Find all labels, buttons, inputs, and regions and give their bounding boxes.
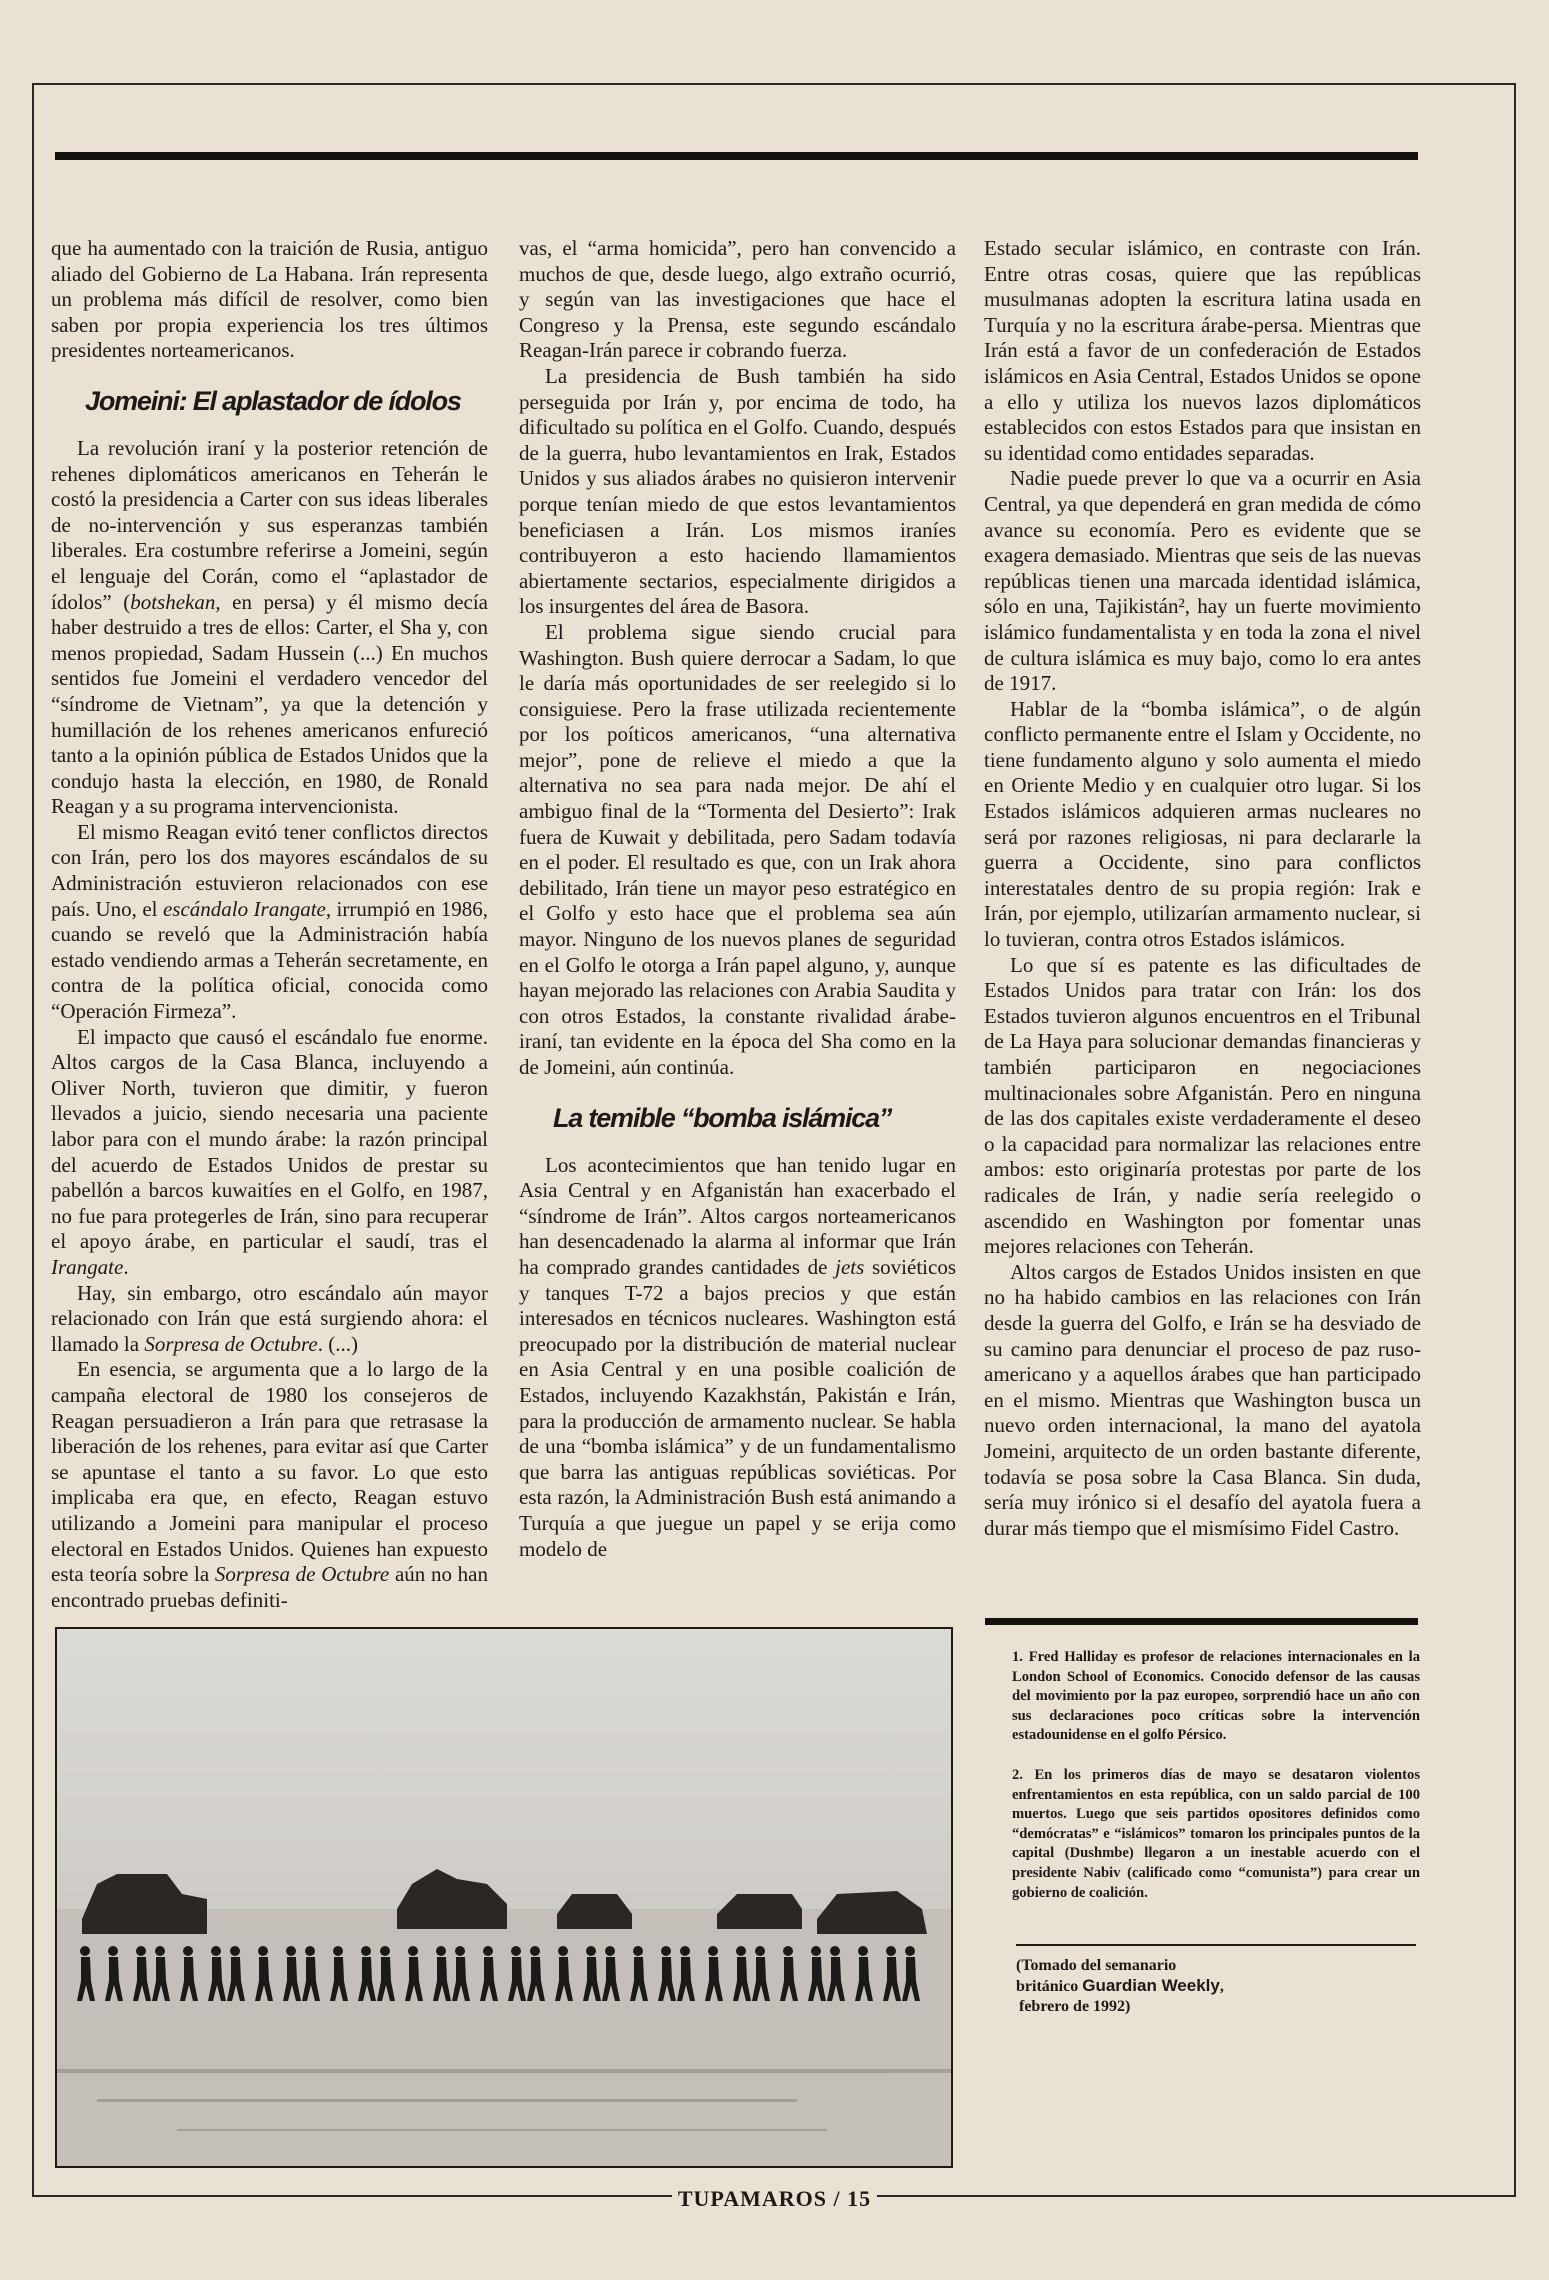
text-run: Lo que sí es patente es las dificultades de Estados Unidos para tratar con Irán: los dos Estados tuvieron algunos encuentros en el Tribunal de La Haya para solucionar demandas financieras y también participaron en negociaciones multinacionales sobre Afganistán. Pero en ninguna de las dos capitales existe verdaderamente el deseo o la capacidad para normalizar las relaciones entre ambos: esto originaría protestas por parte de los radicales de Irán, y nadie sería reelegido o ascendido en Washington por fomentar unas mejores relaciones con Teherán. bbox=[984, 952, 1421, 1259]
source-credit bbox=[1016, 1956, 1224, 2017]
text-run: soviéticos y tanques T-72 a bajos precios y que están interesados en técnicos nucleares. Washington está preocupado por la distribución de material nuclear en Asia Central y en una posible coalición de Estados, incluyendo Kazakhstán, Pakistán e Irán, para la producción de armamento nuclear. Se habla de una “bomba islámica” y de un fundamentalismo que barra las antiguas repúblicas soviéticas. Por esta razón, la Administración Bush está animando a Turquía a que juegue un papel y se erija como modelo de bbox=[519, 1254, 957, 1561]
text-run: Hablar de la “bomba islámica”, o de algún conflicto permanente entre el Islam y Occidente, no tiene fundamento alguno y solo aumenta el miedo en Oriente Medio y en cualquier otro lugar. Si los Estados islámicos adquieren armas nucleares no será por razones religiosas, ni para declararle la guerra a Occidente, sino para conflictos interestatales dentro de su propia región: Irak e Irán, por ejemplo, utilizarían armamento nuclear, si lo tuvieran, contra otros Estados islámicos. bbox=[984, 696, 1421, 952]
section-heading-bomba: La temible “bomba islámica” bbox=[553, 1102, 892, 1133]
paragraph bbox=[51, 820, 488, 1025]
italic-text-run: escándalo Irangate bbox=[162, 896, 326, 921]
section-heading-jomeini: Jomeini: El aplastador de ídolos bbox=[85, 385, 461, 416]
footnote-number: 1. bbox=[1012, 1649, 1023, 1665]
desert-troops-photo bbox=[55, 1627, 953, 2168]
text-run: que ha aumentado con la traición de Rusia, antiguo aliado del Gobierno de La Habana. Irán representa un problema más difícil de resolver, como bien saben por propia experiencia los tres últimos presidentes norteamericanos. bbox=[51, 236, 488, 363]
text-run: Los acontecimientos que han tenido lugar en Asia Central y en Afganistán han exacerbado el “síndrome de Irán”. Altos cargos norteamericanos han desencadenado la alarma al informar que Irán ha comprado grandes cantidades de bbox=[519, 1152, 956, 1279]
source-text: británico bbox=[1016, 1978, 1083, 1995]
top-rule bbox=[55, 152, 1418, 160]
text-run: Hay, sin embargo, otro escándalo aún mayor relacionado con Irán que está surgiendo ahora: el llamado la bbox=[51, 1280, 488, 1356]
text-run: La revolución iraní y la posterior retención de rehenes diplomáticos americanos en Teherán le costó la presidencia a Carter con sus ideas liberales de no-intervención y sus esperanzas también liberales. Era costumbre referirse a Jomeini, según el lenguaje del Corán, como el “aplastador de ídolos” ( bbox=[51, 435, 488, 614]
text-run: La presidencia de Bush también ha sido perseguida por Irán y, por encima de todo, ha dificultado su política en el Golfo. Cuando, después de la guerra, hubo levantamientos en Irak, Estados Unidos y sus aliados árabes no quisieron intervenir porque tenían miedo de que estos levantamientos beneficiasen a Irán. Los mismos iraníes contribuyeron a esto haciendo llamamientos abiertamente sectarios, especialmente dirigidos a los insurgentes del área de Basora. bbox=[519, 363, 956, 619]
text-run: , en persa) y él mismo decía haber destruido a tres de ellos: Carter, el Sha y, con menos propiedad, Sadam Hussein (...) En muchos sentidos fue Jomeini el verdadero vencedor del “síndrome de Vietnam”, ya que la detención y humillación de los rehenes americanos enfureció tanto a la opinión pública de Estados Unidos que la condujo hasta la elección, en 1980, de Ronald Reagan y a su programa intervencionista. bbox=[51, 589, 489, 819]
notes-rule bbox=[985, 1618, 1418, 1625]
text-run: Nadie puede prever lo que va a ocurrir en Asia Central, ya que dependerá en gran medida de cómo avance su economía. Pero es evidente que se exagera demasiado. Mientras que seis de las nuevas repúblicas tienen una marcada identidad islámica, sólo en una, Tajikistán², hay un fuerte movimiento islámico fundamentalista y en toda la zona el nivel de cultura islámica es muy bajo, como lo era antes de 1917. bbox=[984, 466, 1421, 696]
text-run: . (...) bbox=[317, 1331, 358, 1356]
photo-image bbox=[57, 1629, 953, 2168]
text-run: . bbox=[123, 1254, 129, 1279]
text-run: Estado secular islámico, en contraste con Irán. Entre otras cosas, quiere que las repúblicas musulmanas adopten la escritura latina usada en Turquía y no la escritura árabe-persa. Mientras que Irán está a favor de un confederación de Estados islámicos en Asia Central, Estados Unidos se opone a ello y utiliza los nuevos lazos diplomáticos establecidos con estos Estados para que insistan en su identidad como entidades separadas. bbox=[984, 236, 1421, 465]
paragraph bbox=[519, 620, 956, 1081]
text-run: Altos cargos de Estados Unidos insisten en que no ha habido cambios en las relaciones con Irán desde la guerra del Golfo, e Irán se ha desviado de su camino para denunciar el proceso de paz ruso-americano y a aquellos árabes que han participado en el mismo. Mientras que Washington busca un nuevo orden internacional, la mano del ayatola Jomeini, arquitecto de un orden bastante diferente, todavía se posa sobre la Casa Blanca. Sin duda, sería muy irónico si el desafío del ayatola fuera a durar más tiempo que el mismísimo Fidel Castro. bbox=[984, 1259, 1421, 1540]
footnote-text: Fred Halliday es profesor de relaciones internacionales en la London School of Economics. Conocido defensor de las causas del movimiento por la paz europeo, sorprendió hace un año con sus declaraciones poco críticas sobre la intervención estadounidense en el golfo Pérsico. bbox=[1012, 1649, 1420, 1744]
paragraph bbox=[984, 466, 1421, 696]
text-run: vas, el “arma homicida”, pero han convencido a muchos de que, desde luego, algo extraño ocurrió, y según van las investigaciones que hace el Congreso y la Prensa, este segundo escándalo Reagan-Irán parece ir cobrando fuerza. bbox=[519, 236, 956, 363]
footnote-2 bbox=[1012, 1766, 1420, 1903]
footnote-text: En los primeros días de mayo se desataron violentos enfrentamientos en esta república, con un saldo parcial de 100 muertos. Luego que seis partidos opositores definidos como “demócratas” e “islámicos” tomaron los principales puntos de la capital (Dushmbe) llegaron a un inestable acuerdo con el presidente Nabiv (calificado como “comunista”) para crear un gobierno de coalición. bbox=[1012, 1766, 1420, 1901]
source-text: , bbox=[1219, 1978, 1224, 1995]
italic-text-run: Sorpresa de Octubre bbox=[144, 1331, 318, 1356]
paragraph bbox=[984, 697, 1421, 953]
article-column-2 bbox=[519, 236, 956, 1562]
paragraph bbox=[51, 236, 488, 364]
paragraph bbox=[984, 236, 1421, 466]
paragraph bbox=[519, 1153, 956, 1563]
footnote-number: 2. bbox=[1012, 1766, 1023, 1783]
source-line: (Tomado del semanario bbox=[1016, 1957, 1177, 1974]
paragraph bbox=[51, 1281, 488, 1358]
publication-name: Guardian Weekly bbox=[1082, 1976, 1220, 1995]
paragraph bbox=[519, 364, 956, 620]
source-line bbox=[1016, 1976, 1224, 1997]
italic-text-run: Irangate bbox=[51, 1254, 124, 1279]
italic-text-run: botshekan bbox=[130, 589, 216, 614]
footnote-1 bbox=[1012, 1648, 1420, 1746]
source-line: febrero de 1992) bbox=[1019, 1998, 1131, 2015]
paragraph bbox=[51, 436, 488, 820]
page-footer bbox=[0, 2186, 1549, 2212]
text-run: El problema sigue siendo crucial para Washington. Bush quiere derrocar a Sadam, lo que le daría más oportunidades de ser reelegido si lo consiguiese. Pero la frase utilizada recientemente por los poíticos americanos, “una alternativa mejor”, pone de relieve el miedo a que la alternativa no sea para nada mejor. De ahí el ambiguo final de la “Tormenta del Desierto”: Irak fuera de Kuwait y debilitada, pero Sadam todavía en el poder. El resultado es que, con un Irak ahora debilitado, Irán tiene un mayor peso estratégico en el Golfo y esto hace que el problema sea aún mayor. Ninguno de los nuevos planes de seguridad en el Golfo le otorga a Irán papel alguno, y, aunque hayan mejorado las relaciones con Arabia Saudita y con otros Estados, la constante rivalidad árabe-iraní, tan evidente en la época del Sha como en la de Jomeini, aún continúa. bbox=[519, 619, 956, 1079]
source-rule bbox=[1016, 1944, 1416, 1946]
paragraph bbox=[51, 1357, 488, 1613]
italic-text-run: Sorpresa de Octubre bbox=[214, 1562, 390, 1587]
article-column-1 bbox=[51, 236, 488, 1613]
paragraph bbox=[984, 953, 1421, 1260]
text-run: En esencia, se argumenta que a lo largo de la campaña electoral de 1980 los consejeros de Reagan persuadieron a Irán para que retrasase la liberación de los rehenes, para evitar así que Carter se apuntase el tanto a su favor. Lo que esto implicaba era que, en efecto, Reagan estuvo utilizando a Jomeini para manipular el proceso electoral en Estados Unidos. Quienes han expuesto esta teoría sobre la bbox=[51, 1357, 488, 1587]
article-column-3 bbox=[984, 236, 1421, 1541]
text-run: El impacto que causó el escándalo fue enorme. Altos cargos de la Casa Blanca, incluyendo a Oliver North, tuvieron que dimitir, y fueron llevados a juicio, siendo necesaria una paciente labor para con el mundo árabe: la razón principal del acuerdo de Estados Unidos de prestar su pabellón a barcos kuwaitíes en el Golfo, en 1987, no fue para protegerles de Irán, sino para recuperar el apoyo árabe, en particular el saudí, tras el bbox=[51, 1024, 488, 1254]
footnotes bbox=[1012, 1648, 1420, 1923]
text-run: aún no han encontrado pruebas definiti- bbox=[51, 1562, 488, 1612]
text-run: , irrumpió en 1986, cuando se reveló que la Administración había estado vendiendo armas a Teherán secretamente, en contra de la política oficial, conocida como “Operación Firmeza”. bbox=[51, 896, 488, 1024]
text-run: El mismo Reagan evitó tener conflictos directos con Irán, pero los dos mayores escándalos de su Administración estuvieron relacionados con ese país. Uno, el bbox=[51, 819, 488, 921]
paragraph bbox=[51, 1025, 488, 1281]
paragraph bbox=[984, 1260, 1421, 1542]
footer-label: TUPAMAROS / 15 bbox=[672, 2186, 877, 2211]
italic-text-run: jets bbox=[835, 1254, 865, 1279]
paragraph bbox=[519, 236, 956, 364]
